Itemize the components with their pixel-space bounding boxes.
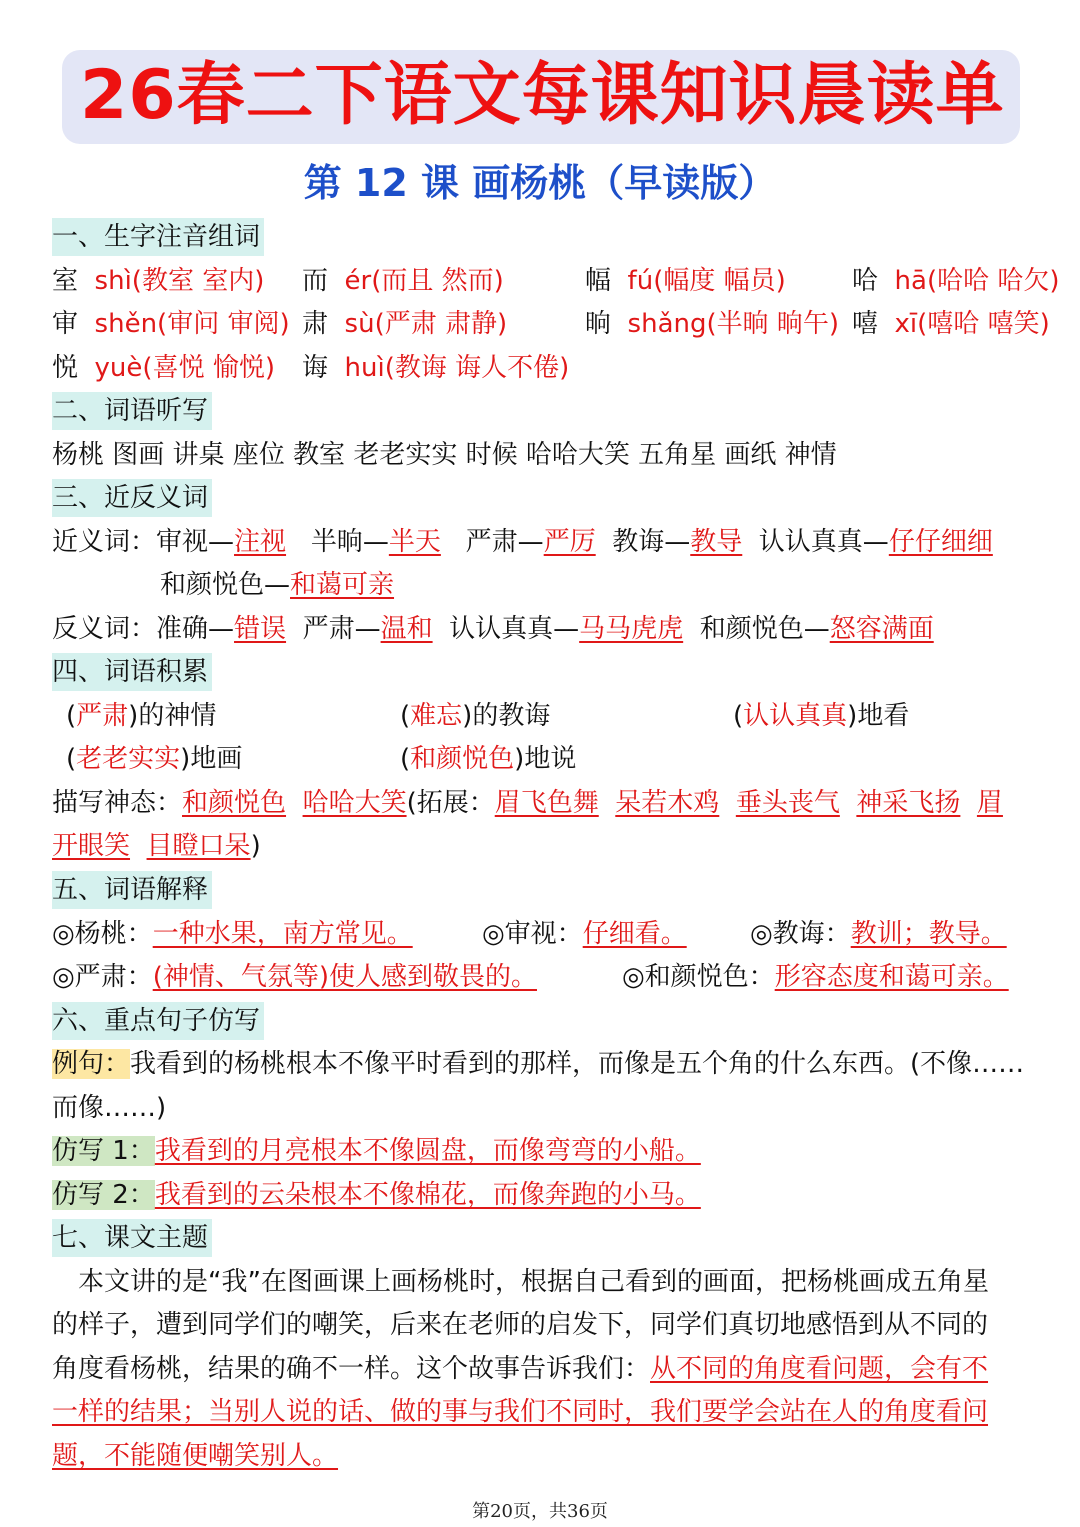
explain-item: ◎和颜悦色：形容态度和蔼可亲。	[622, 962, 1009, 992]
synonyms-line-2: 和颜悦色—和蔼可亲	[160, 570, 395, 600]
theme-text-1: 本文讲的是“我”在图画课上画杨桃时，根据自己看到的画面，把杨桃画成五角星	[78, 1267, 989, 1297]
section-heading-synonyms-antonyms: 三、近反义词	[52, 479, 212, 517]
accum-item: (严肃)的神情	[66, 701, 217, 731]
example-sentence-2: 而像……)	[52, 1093, 167, 1123]
char-entry: 肃 sù(严肃 肃静)	[302, 309, 508, 339]
antonyms-line: 反义词：准确—错误 严肃—温和 认认真真—马马虎虎 和颜悦色—怒容满面	[52, 614, 934, 644]
section-heading-imitation: 六、重点句子仿写	[52, 1002, 264, 1040]
char-entry: 幅 fú(幅度 幅员)	[585, 266, 786, 296]
lesson-title: 第 12 课 画杨桃（早读版）	[303, 161, 777, 205]
explain-item: ◎严肃：(神情、气氛等)使人感到敬畏的。	[52, 962, 537, 992]
explain-item: ◎杨桃：一种水果，南方常见。	[52, 919, 413, 949]
char-entry: 诲 huì(教诲 诲人不倦)	[302, 353, 570, 383]
dictation-words: 杨桃 图画 讲桌 座位 教室 老老实实 时候 哈哈大笑 五角星 画纸 神情	[52, 440, 837, 470]
theme-text-4: 一样的结果；当别人说的话、做的事与我们不同时，我们要学会站在人的角度看问	[52, 1397, 989, 1427]
imitation-tag: 仿写 1：	[52, 1136, 155, 1166]
accum-item: (认认真真)地看	[733, 701, 910, 731]
theme-text-2: 的样子，遭到同学们的嘲笑，后来在老师的启发下，同学们真切地感悟到从不同的	[52, 1310, 989, 1340]
accum-item: (老老实实)地画	[66, 744, 243, 774]
section-heading-explanations: 五、词语解释	[52, 871, 212, 909]
char-entry: 而 ér(而且 然而)	[302, 266, 504, 296]
char-entry: 嘻 xī(嘻哈 嘻笑)	[852, 309, 1050, 339]
imitation-tag: 仿写 2：	[52, 1180, 155, 1210]
section-heading-characters: 一、生字注音组词	[52, 218, 264, 256]
imitation-2: 仿写 2：我看到的云朵根本不像棉花，而像奔跑的小马。	[52, 1180, 701, 1210]
accum-item: (难忘)的教诲	[400, 701, 551, 731]
demeanor-line: 描写神态：和颜悦色 哈哈大笑(拓展：眉飞色舞 呆若木鸡 垂头丧气 神采飞扬 眉	[52, 788, 1003, 818]
demeanor-line-2: 开眼笑 目瞪口呆)	[52, 831, 261, 861]
theme-text-5: 题，不能随便嘲笑别人。	[52, 1441, 339, 1471]
explain-item: ◎教诲：教训；教导。	[750, 919, 1007, 949]
accum-item: (和颜悦色)地说	[400, 744, 577, 774]
page-number: 第20页，共36页	[472, 1501, 608, 1522]
explain-item: ◎审视：仔细看。	[482, 919, 687, 949]
char-entry: 哈 hā(哈哈 哈欠)	[852, 266, 1060, 296]
section-heading-dictation: 二、词语听写	[52, 392, 212, 430]
char-entry: 晌 shǎng(半晌 晌午)	[585, 309, 840, 339]
example-sentence: 例句：我看到的杨桃根本不像平时看到的那样，而像是五个角的什么东西。(不像……	[52, 1049, 1025, 1079]
section-heading-theme: 七、课文主题	[52, 1219, 212, 1257]
char-entry: 审 shěn(审问 审阅)	[52, 309, 290, 339]
char-entry: 室 shì(教室 室内)	[52, 266, 265, 296]
section-heading-accumulation: 四、词语积累	[52, 653, 212, 691]
theme-text-3: 角度看杨桃，结果的确不一样。这个故事告诉我们：从不同的角度看问题，会有不	[52, 1354, 989, 1384]
imitation-1: 仿写 1：我看到的月亮根本不像圆盘，而像弯弯的小船。	[52, 1136, 701, 1166]
page-title: 26春二下语文每课知识晨读单	[80, 56, 1005, 135]
char-entry: 悦 yuè(喜悦 愉悦)	[52, 353, 275, 383]
example-tag: 例句：	[52, 1049, 131, 1079]
synonyms-line: 近义词：审视—注视 半晌—半天 严肃—严厉 教诲—教导 认认真真—仔仔细细	[52, 527, 993, 557]
